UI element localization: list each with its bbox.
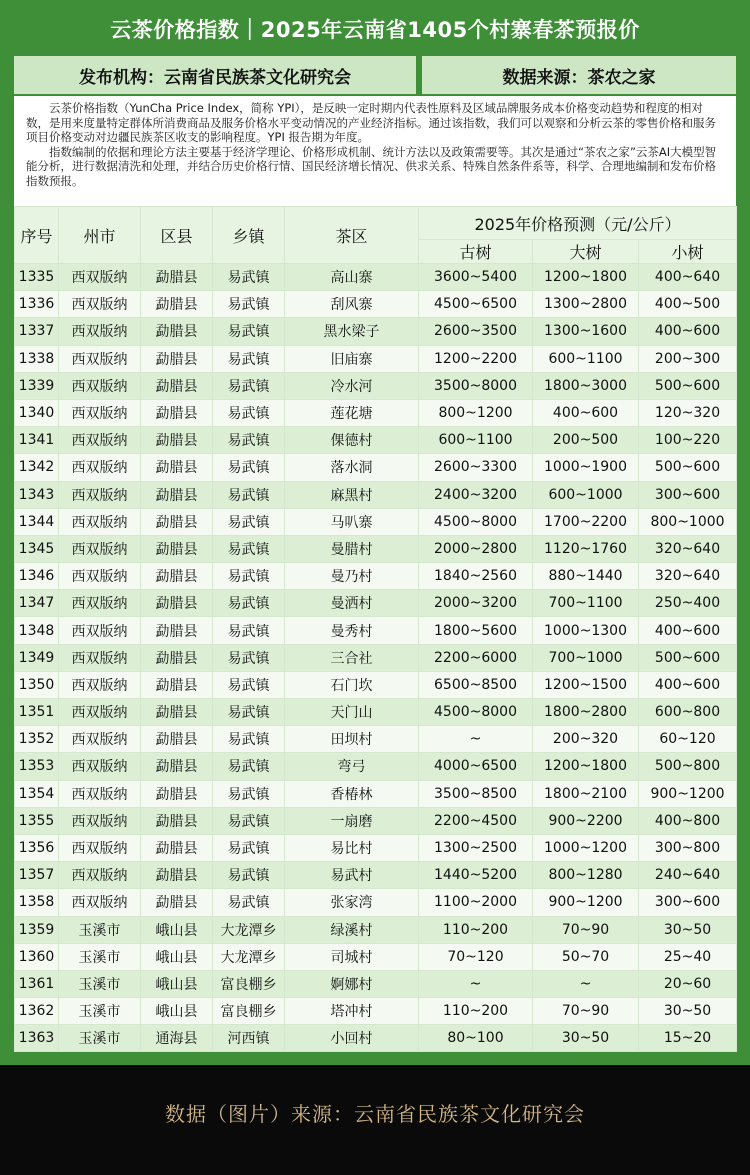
cell-prefecture: 西双版纳 bbox=[59, 427, 141, 454]
cell-small-price: 900~1200 bbox=[639, 780, 737, 807]
table-row bbox=[15, 780, 737, 807]
cell-seq: 1335 bbox=[15, 264, 59, 291]
cell-prefecture: 西双版纳 bbox=[59, 264, 141, 291]
cell-seq: 1336 bbox=[15, 291, 59, 318]
cell-small-price: 800~1000 bbox=[639, 508, 737, 535]
cell-county: 勐腊县 bbox=[141, 318, 213, 345]
cell-county: 勐腊县 bbox=[141, 699, 213, 726]
cell-ancient-price: ~ bbox=[419, 970, 533, 997]
cell-prefecture: 西双版纳 bbox=[59, 671, 141, 698]
cell-big-price: 70~90 bbox=[533, 998, 639, 1025]
cell-town: 易武镇 bbox=[213, 399, 285, 426]
cell-seq: 1357 bbox=[15, 862, 59, 889]
cell-small-price: 500~600 bbox=[639, 454, 737, 481]
cell-seq: 1356 bbox=[15, 834, 59, 861]
cell-seq: 1342 bbox=[15, 454, 59, 481]
cell-town: 富良棚乡 bbox=[213, 970, 285, 997]
cell-seq: 1338 bbox=[15, 345, 59, 372]
cell-tea-area: 曼秀村 bbox=[285, 617, 419, 644]
description-paragraph-1: 云茶价格指数（YunCha Price Index，简称 YPI），是反映一定时期内代表性原料及区域品牌服务成本价格变动趋势和程度的相对数，是用来度量特定群体所消费商品及服务价格水平变动情况的产业经济指标。通过该指数，我们可以观察和分析云茶的零售价格和服务项目价格变动对边疆民族茶区收支的影响程度。YPI 报告期为年度。 bbox=[26, 101, 716, 145]
cell-ancient-price: 2400~3200 bbox=[419, 481, 533, 508]
cell-town: 易武镇 bbox=[213, 318, 285, 345]
cell-town: 河西镇 bbox=[213, 1025, 285, 1052]
table-row bbox=[15, 862, 737, 889]
cell-small-price: 400~800 bbox=[639, 807, 737, 834]
cell-tea-area: 刮风寨 bbox=[285, 291, 419, 318]
cell-ancient-price: 1100~2000 bbox=[419, 889, 533, 916]
cell-small-price: 400~640 bbox=[639, 264, 737, 291]
cell-county: 勐腊县 bbox=[141, 671, 213, 698]
table-row bbox=[15, 264, 737, 291]
cell-ancient-price: 2200~4500 bbox=[419, 807, 533, 834]
cell-prefecture: 西双版纳 bbox=[59, 617, 141, 644]
cell-big-price: 1800~2800 bbox=[533, 699, 639, 726]
cell-prefecture: 西双版纳 bbox=[59, 807, 141, 834]
cell-town: 易武镇 bbox=[213, 699, 285, 726]
cell-prefecture: 西双版纳 bbox=[59, 753, 141, 780]
table-row bbox=[15, 399, 737, 426]
cell-seq: 1339 bbox=[15, 372, 59, 399]
cell-small-price: 600~800 bbox=[639, 699, 737, 726]
cell-tea-area: 香椿林 bbox=[285, 780, 419, 807]
cell-small-price: 300~600 bbox=[639, 481, 737, 508]
cell-small-price: 60~120 bbox=[639, 726, 737, 753]
cell-big-price: 1000~1900 bbox=[533, 454, 639, 481]
cell-prefecture: 西双版纳 bbox=[59, 508, 141, 535]
cell-big-price: 1120~1760 bbox=[533, 535, 639, 562]
cell-small-price: 20~60 bbox=[639, 970, 737, 997]
cell-small-price: 500~600 bbox=[639, 372, 737, 399]
cell-town: 大龙潭乡 bbox=[213, 916, 285, 943]
cell-seq: 1341 bbox=[15, 427, 59, 454]
cell-prefecture: 西双版纳 bbox=[59, 780, 141, 807]
table-row bbox=[15, 834, 737, 861]
cell-town: 易武镇 bbox=[213, 291, 285, 318]
cell-seq: 1355 bbox=[15, 807, 59, 834]
cell-county: 峨山县 bbox=[141, 998, 213, 1025]
cell-prefecture: 西双版纳 bbox=[59, 834, 141, 861]
cell-ancient-price: 110~200 bbox=[419, 916, 533, 943]
table-row bbox=[15, 699, 737, 726]
cell-ancient-price: 80~100 bbox=[419, 1025, 533, 1052]
cell-seq: 1354 bbox=[15, 780, 59, 807]
cell-small-price: 500~800 bbox=[639, 753, 737, 780]
cell-county: 勐腊县 bbox=[141, 399, 213, 426]
cell-ancient-price: 70~120 bbox=[419, 943, 533, 970]
cell-tea-area: 曼腊村 bbox=[285, 535, 419, 562]
cell-county: 勐腊县 bbox=[141, 291, 213, 318]
cell-prefecture: 西双版纳 bbox=[59, 699, 141, 726]
cell-small-price: 500~600 bbox=[639, 644, 737, 671]
cell-small-price: 200~300 bbox=[639, 345, 737, 372]
cell-tea-area: 田坝村 bbox=[285, 726, 419, 753]
cell-ancient-price: 2000~3200 bbox=[419, 590, 533, 617]
cell-big-price: 800~1280 bbox=[533, 862, 639, 889]
table-row bbox=[15, 535, 737, 562]
cell-small-price: 100~220 bbox=[639, 427, 737, 454]
cell-ancient-price: 6500~8500 bbox=[419, 671, 533, 698]
cell-ancient-price: 3500~8000 bbox=[419, 372, 533, 399]
cell-big-price: 1200~1800 bbox=[533, 753, 639, 780]
cell-small-price: 250~400 bbox=[639, 590, 737, 617]
table-row bbox=[15, 345, 737, 372]
cell-tea-area: 冷水河 bbox=[285, 372, 419, 399]
cell-small-price: 15~20 bbox=[639, 1025, 737, 1052]
cell-county: 勐腊县 bbox=[141, 481, 213, 508]
cell-big-price: 1700~2200 bbox=[533, 508, 639, 535]
cell-ancient-price: 1440~5200 bbox=[419, 862, 533, 889]
cell-town: 易武镇 bbox=[213, 535, 285, 562]
cell-prefecture: 西双版纳 bbox=[59, 372, 141, 399]
header-forecast: 2025年价格预测（元/公斤） bbox=[419, 207, 737, 240]
cell-prefecture: 西双版纳 bbox=[59, 481, 141, 508]
cell-county: 勐腊县 bbox=[141, 862, 213, 889]
cell-county: 勐腊县 bbox=[141, 834, 213, 861]
cell-seq: 1359 bbox=[15, 916, 59, 943]
header-town: 乡镇 bbox=[213, 207, 285, 264]
cell-big-price: 1300~2800 bbox=[533, 291, 639, 318]
cell-seq: 1343 bbox=[15, 481, 59, 508]
cell-big-price: 200~320 bbox=[533, 726, 639, 753]
header-prefecture: 州市 bbox=[59, 207, 141, 264]
cell-town: 易武镇 bbox=[213, 590, 285, 617]
cell-town: 富良棚乡 bbox=[213, 998, 285, 1025]
table-row bbox=[15, 291, 737, 318]
cell-seq: 1351 bbox=[15, 699, 59, 726]
cell-county: 峨山县 bbox=[141, 916, 213, 943]
cell-town: 易武镇 bbox=[213, 671, 285, 698]
cell-county: 勐腊县 bbox=[141, 807, 213, 834]
cell-big-price: 1200~1500 bbox=[533, 671, 639, 698]
cell-ancient-price: 110~200 bbox=[419, 998, 533, 1025]
table-row bbox=[15, 563, 737, 590]
cell-prefecture: 西双版纳 bbox=[59, 726, 141, 753]
cell-big-price: 30~50 bbox=[533, 1025, 639, 1052]
cell-tea-area: 麻黑村 bbox=[285, 481, 419, 508]
table-row bbox=[15, 943, 737, 970]
cell-town: 易武镇 bbox=[213, 644, 285, 671]
cell-prefecture: 西双版纳 bbox=[59, 644, 141, 671]
cell-county: 勐腊县 bbox=[141, 617, 213, 644]
cell-tea-area: 石门坎 bbox=[285, 671, 419, 698]
cell-ancient-price: 3500~8500 bbox=[419, 780, 533, 807]
cell-tea-area: 易武村 bbox=[285, 862, 419, 889]
cell-ancient-price: 2600~3300 bbox=[419, 454, 533, 481]
cell-town: 易武镇 bbox=[213, 563, 285, 590]
cell-big-price: 70~90 bbox=[533, 916, 639, 943]
cell-seq: 1347 bbox=[15, 590, 59, 617]
cell-small-price: 400~600 bbox=[639, 318, 737, 345]
cell-small-price: 30~50 bbox=[639, 916, 737, 943]
description-paragraph-2: 指数编制的依据和理论方法主要基于经济学理论、价格形成机制、统计方法以及政策需要等。其次是通过“茶农之家”云茶AI大模型智能分析，进行数据清洗和处理，并结合历史价格行情、国民经济增长情况、供求关系、特殊自然条件系等，科学、合理地编制和发布价格指数预报。 bbox=[26, 144, 717, 188]
table-row bbox=[15, 454, 737, 481]
cell-county: 峨山县 bbox=[141, 970, 213, 997]
cell-prefecture: 西双版纳 bbox=[59, 535, 141, 562]
cell-prefecture: 西双版纳 bbox=[59, 454, 141, 481]
table-row bbox=[15, 481, 737, 508]
cell-seq: 1361 bbox=[15, 970, 59, 997]
cell-prefecture: 西双版纳 bbox=[59, 318, 141, 345]
cell-seq: 1352 bbox=[15, 726, 59, 753]
cell-town: 易武镇 bbox=[213, 726, 285, 753]
cell-seq: 1348 bbox=[15, 617, 59, 644]
cell-tea-area: 一扇磨 bbox=[285, 807, 419, 834]
cell-small-price: 400~600 bbox=[639, 617, 737, 644]
footer-source: 数据（图片）来源：云南省民族茶文化研究会 bbox=[165, 1102, 585, 1126]
table-header bbox=[15, 207, 737, 264]
cell-prefecture: 西双版纳 bbox=[59, 889, 141, 916]
cell-prefecture: 玉溪市 bbox=[59, 916, 141, 943]
cell-small-price: 400~500 bbox=[639, 291, 737, 318]
cell-ancient-price: 2200~6000 bbox=[419, 644, 533, 671]
cell-seq: 1358 bbox=[15, 889, 59, 916]
cell-tea-area: 三合社 bbox=[285, 644, 419, 671]
cell-big-price: 900~2200 bbox=[533, 807, 639, 834]
cell-county: 勐腊县 bbox=[141, 427, 213, 454]
table-row bbox=[15, 1025, 737, 1052]
cell-prefecture: 玉溪市 bbox=[59, 970, 141, 997]
cell-county: 勐腊县 bbox=[141, 264, 213, 291]
cell-ancient-price: 1300~2500 bbox=[419, 834, 533, 861]
cell-tea-area: 落水洞 bbox=[285, 454, 419, 481]
cell-tea-area: 易比村 bbox=[285, 834, 419, 861]
table-row bbox=[15, 590, 737, 617]
cell-small-price: 120~320 bbox=[639, 399, 737, 426]
cell-tea-area: 塔冲村 bbox=[285, 998, 419, 1025]
cell-small-price: 240~640 bbox=[639, 862, 737, 889]
cell-seq: 1344 bbox=[15, 508, 59, 535]
table-row bbox=[15, 726, 737, 753]
cell-tea-area: 倮德村 bbox=[285, 427, 419, 454]
table-row bbox=[15, 889, 737, 916]
header-seq: 序号 bbox=[15, 207, 59, 264]
cell-small-price: 320~640 bbox=[639, 535, 737, 562]
cell-seq: 1349 bbox=[15, 644, 59, 671]
cell-county: 勐腊县 bbox=[141, 454, 213, 481]
cell-county: 通海县 bbox=[141, 1025, 213, 1052]
cell-town: 易武镇 bbox=[213, 264, 285, 291]
table-row bbox=[15, 644, 737, 671]
cell-big-price: 1200~1800 bbox=[533, 264, 639, 291]
cell-county: 勐腊县 bbox=[141, 563, 213, 590]
cell-county: 勐腊县 bbox=[141, 753, 213, 780]
cell-tea-area: 旧庙寨 bbox=[285, 345, 419, 372]
cell-small-price: 25~40 bbox=[639, 943, 737, 970]
cell-small-price: 400~600 bbox=[639, 671, 737, 698]
cell-seq: 1345 bbox=[15, 535, 59, 562]
cell-town: 易武镇 bbox=[213, 372, 285, 399]
cell-tea-area: 高山寨 bbox=[285, 264, 419, 291]
cell-tea-area: 马叭寨 bbox=[285, 508, 419, 535]
cell-big-price: 600~1100 bbox=[533, 345, 639, 372]
cell-town: 易武镇 bbox=[213, 807, 285, 834]
cell-town: 易武镇 bbox=[213, 753, 285, 780]
cell-ancient-price: 4500~8000 bbox=[419, 508, 533, 535]
cell-town: 易武镇 bbox=[213, 834, 285, 861]
cell-county: 勐腊县 bbox=[141, 780, 213, 807]
cell-town: 易武镇 bbox=[213, 780, 285, 807]
cell-seq: 1360 bbox=[15, 943, 59, 970]
cell-big-price: 880~1440 bbox=[533, 563, 639, 590]
cell-big-price: 1000~1200 bbox=[533, 834, 639, 861]
cell-seq: 1353 bbox=[15, 753, 59, 780]
cell-tea-area: 司城村 bbox=[285, 943, 419, 970]
cell-seq: 1340 bbox=[15, 399, 59, 426]
cell-prefecture: 西双版纳 bbox=[59, 345, 141, 372]
cell-tea-area: 弯弓 bbox=[285, 753, 419, 780]
cell-prefecture: 玉溪市 bbox=[59, 943, 141, 970]
info-row bbox=[14, 56, 736, 94]
cell-prefecture: 西双版纳 bbox=[59, 590, 141, 617]
cell-town: 易武镇 bbox=[213, 481, 285, 508]
cell-county: 勐腊县 bbox=[141, 889, 213, 916]
table-row bbox=[15, 318, 737, 345]
cell-prefecture: 西双版纳 bbox=[59, 399, 141, 426]
header-small-tree: 小树 bbox=[639, 240, 737, 264]
cell-prefecture: 玉溪市 bbox=[59, 1025, 141, 1052]
cell-small-price: 300~600 bbox=[639, 889, 737, 916]
cell-county: 勐腊县 bbox=[141, 345, 213, 372]
cell-tea-area: 黑水梁子 bbox=[285, 318, 419, 345]
cell-seq: 1346 bbox=[15, 563, 59, 590]
table-row bbox=[15, 753, 737, 780]
cell-big-price: 1800~2100 bbox=[533, 780, 639, 807]
table-row bbox=[15, 916, 737, 943]
cell-seq: 1362 bbox=[15, 998, 59, 1025]
header-tea-area: 茶区 bbox=[285, 207, 419, 264]
cell-town: 易武镇 bbox=[213, 508, 285, 535]
cell-tea-area: 天门山 bbox=[285, 699, 419, 726]
data-source-label: 数据来源：茶农之家 bbox=[422, 56, 736, 94]
cell-big-price: 1800~3000 bbox=[533, 372, 639, 399]
table-row bbox=[15, 807, 737, 834]
cell-big-price: 600~1000 bbox=[533, 481, 639, 508]
cell-county: 勐腊县 bbox=[141, 726, 213, 753]
cell-ancient-price: 2000~2800 bbox=[419, 535, 533, 562]
table-row bbox=[15, 508, 737, 535]
description-block bbox=[14, 96, 736, 206]
cell-ancient-price: 2600~3500 bbox=[419, 318, 533, 345]
header-ancient-tree: 古树 bbox=[419, 240, 533, 264]
cell-ancient-price: 4500~8000 bbox=[419, 699, 533, 726]
cell-town: 易武镇 bbox=[213, 454, 285, 481]
cell-tea-area: 绿溪村 bbox=[285, 916, 419, 943]
cell-tea-area: 莲花塘 bbox=[285, 399, 419, 426]
cell-prefecture: 西双版纳 bbox=[59, 862, 141, 889]
table-row bbox=[15, 372, 737, 399]
cell-big-price: ~ bbox=[533, 970, 639, 997]
cell-town: 易武镇 bbox=[213, 617, 285, 644]
cell-county: 勐腊县 bbox=[141, 590, 213, 617]
cell-ancient-price: ~ bbox=[419, 726, 533, 753]
page-title: 云茶价格指数｜2025年云南省1405个村寨春茶预报价 bbox=[14, 6, 736, 52]
cell-town: 大龙潭乡 bbox=[213, 943, 285, 970]
cell-ancient-price: 4500~6500 bbox=[419, 291, 533, 318]
table-row bbox=[15, 671, 737, 698]
cell-tea-area: 张家湾 bbox=[285, 889, 419, 916]
cell-seq: 1337 bbox=[15, 318, 59, 345]
cell-tea-area: 婀娜村 bbox=[285, 970, 419, 997]
cell-ancient-price: 3600~5400 bbox=[419, 264, 533, 291]
cell-prefecture: 西双版纳 bbox=[59, 291, 141, 318]
cell-big-price: 50~70 bbox=[533, 943, 639, 970]
table-row bbox=[15, 970, 737, 997]
cell-county: 勐腊县 bbox=[141, 644, 213, 671]
cell-big-price: 200~500 bbox=[533, 427, 639, 454]
cell-big-price: 700~1000 bbox=[533, 644, 639, 671]
cell-ancient-price: 600~1100 bbox=[419, 427, 533, 454]
cell-town: 易武镇 bbox=[213, 862, 285, 889]
cell-big-price: 1000~1300 bbox=[533, 617, 639, 644]
cell-small-price: 30~50 bbox=[639, 998, 737, 1025]
cell-prefecture: 玉溪市 bbox=[59, 998, 141, 1025]
cell-county: 峨山县 bbox=[141, 943, 213, 970]
publisher-label: 发布机构：云南省民族茶文化研究会 bbox=[14, 56, 416, 94]
table-row bbox=[15, 617, 737, 644]
price-table bbox=[14, 206, 737, 1052]
table-row bbox=[15, 427, 737, 454]
cell-county: 勐腊县 bbox=[141, 508, 213, 535]
table-row bbox=[15, 998, 737, 1025]
cell-town: 易武镇 bbox=[213, 345, 285, 372]
cell-ancient-price: 800~1200 bbox=[419, 399, 533, 426]
cell-prefecture: 西双版纳 bbox=[59, 563, 141, 590]
cell-big-price: 400~600 bbox=[533, 399, 639, 426]
cell-town: 易武镇 bbox=[213, 889, 285, 916]
cell-seq: 1363 bbox=[15, 1025, 59, 1052]
cell-small-price: 300~800 bbox=[639, 834, 737, 861]
cell-tea-area: 小回村 bbox=[285, 1025, 419, 1052]
cell-ancient-price: 1840~2560 bbox=[419, 563, 533, 590]
cell-big-price: 1300~1600 bbox=[533, 318, 639, 345]
header-county: 区县 bbox=[141, 207, 213, 264]
header-big-tree: 大树 bbox=[533, 240, 639, 264]
cell-big-price: 900~1200 bbox=[533, 889, 639, 916]
cell-county: 勐腊县 bbox=[141, 372, 213, 399]
cell-tea-area: 曼洒村 bbox=[285, 590, 419, 617]
cell-big-price: 700~1100 bbox=[533, 590, 639, 617]
cell-town: 易武镇 bbox=[213, 427, 285, 454]
cell-tea-area: 曼乃村 bbox=[285, 563, 419, 590]
table-body bbox=[15, 264, 737, 1052]
cell-ancient-price: 1200~2200 bbox=[419, 345, 533, 372]
cell-ancient-price: 1800~5600 bbox=[419, 617, 533, 644]
cell-small-price: 320~640 bbox=[639, 563, 737, 590]
cell-seq: 1350 bbox=[15, 671, 59, 698]
cell-county: 勐腊县 bbox=[141, 535, 213, 562]
cell-ancient-price: 4000~6500 bbox=[419, 753, 533, 780]
